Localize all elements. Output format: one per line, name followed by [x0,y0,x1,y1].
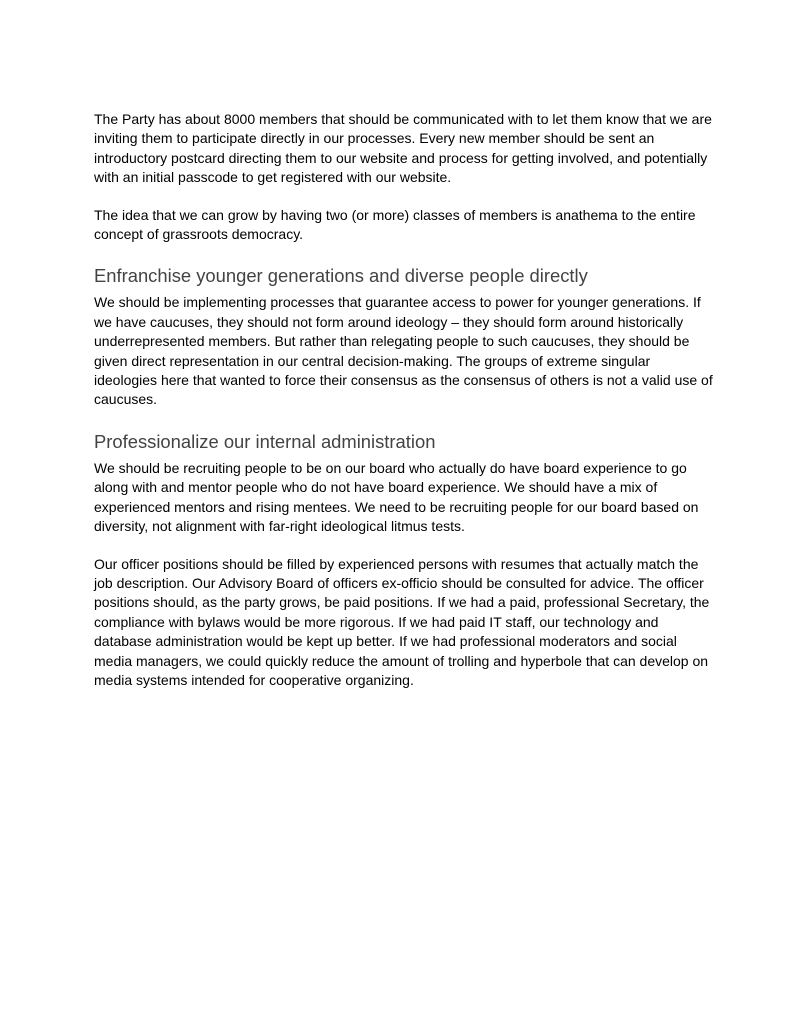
professionalize-paragraph-2: Our officer positions should be filled by experienced persons with resumes that actually match the job description. Our Advisory Board of officers ex-officio should be consulted for advice. The officer positions should, as the party grows, be paid positions. If we had a paid, professional Secretary, the compliance with bylaws would be more rigorous. If we had paid IT staff, our technology and database administration would be kept up better. If we had professional moderators and social media managers, we could quickly reduce the amount of trolling and hyperbole that can develop on media systems intended for cooperative organizing. [94,555,710,688]
document-page [94,110,716,690]
section-heading-enfranchise: Enfranchise younger generations and diverse people directly [94,265,588,287]
section-professionalize [94,430,716,690]
section-heading-professionalize: Professionalize our internal administration [94,430,436,452]
enfranchise-paragraph-1: We should be implementing processes that guarantee access to power for younger generations. If we have caucuses, they should not form around ideology – they should form around historically underrepresented members. But rather than relegating people to such caucuses, they should be given direct representation in our central decision-making. The groups of extreme singular ideologies here that wanted to force their consensus as the consensus of others is not a valid use of caucuses. [94,294,713,408]
intro-paragraph-1: The Party has about 8000 members that should be communicated with to let them know that we are inviting them to participate directly in our processes. Every new member should be sent an introductory postcard directing them to our website and process for getting involved, and potentially with an initial passcode to get registered with our website. [94,111,712,186]
intro-paragraph-2: The idea that we can grow by having two (or more) classes of members is anathema to the entire concept of grassroots democracy. [94,206,696,243]
section-enfranchise [94,264,716,409]
professionalize-paragraph-1: We should be recruiting people to be on our board who actually do have board experience to go along with and mentor people who do not have board experience. We should have a mix of experienced mentors and rising mentees. We need to be recruiting people for our board based on diversity, not alignment with far-right ideological litmus tests. [94,459,699,535]
